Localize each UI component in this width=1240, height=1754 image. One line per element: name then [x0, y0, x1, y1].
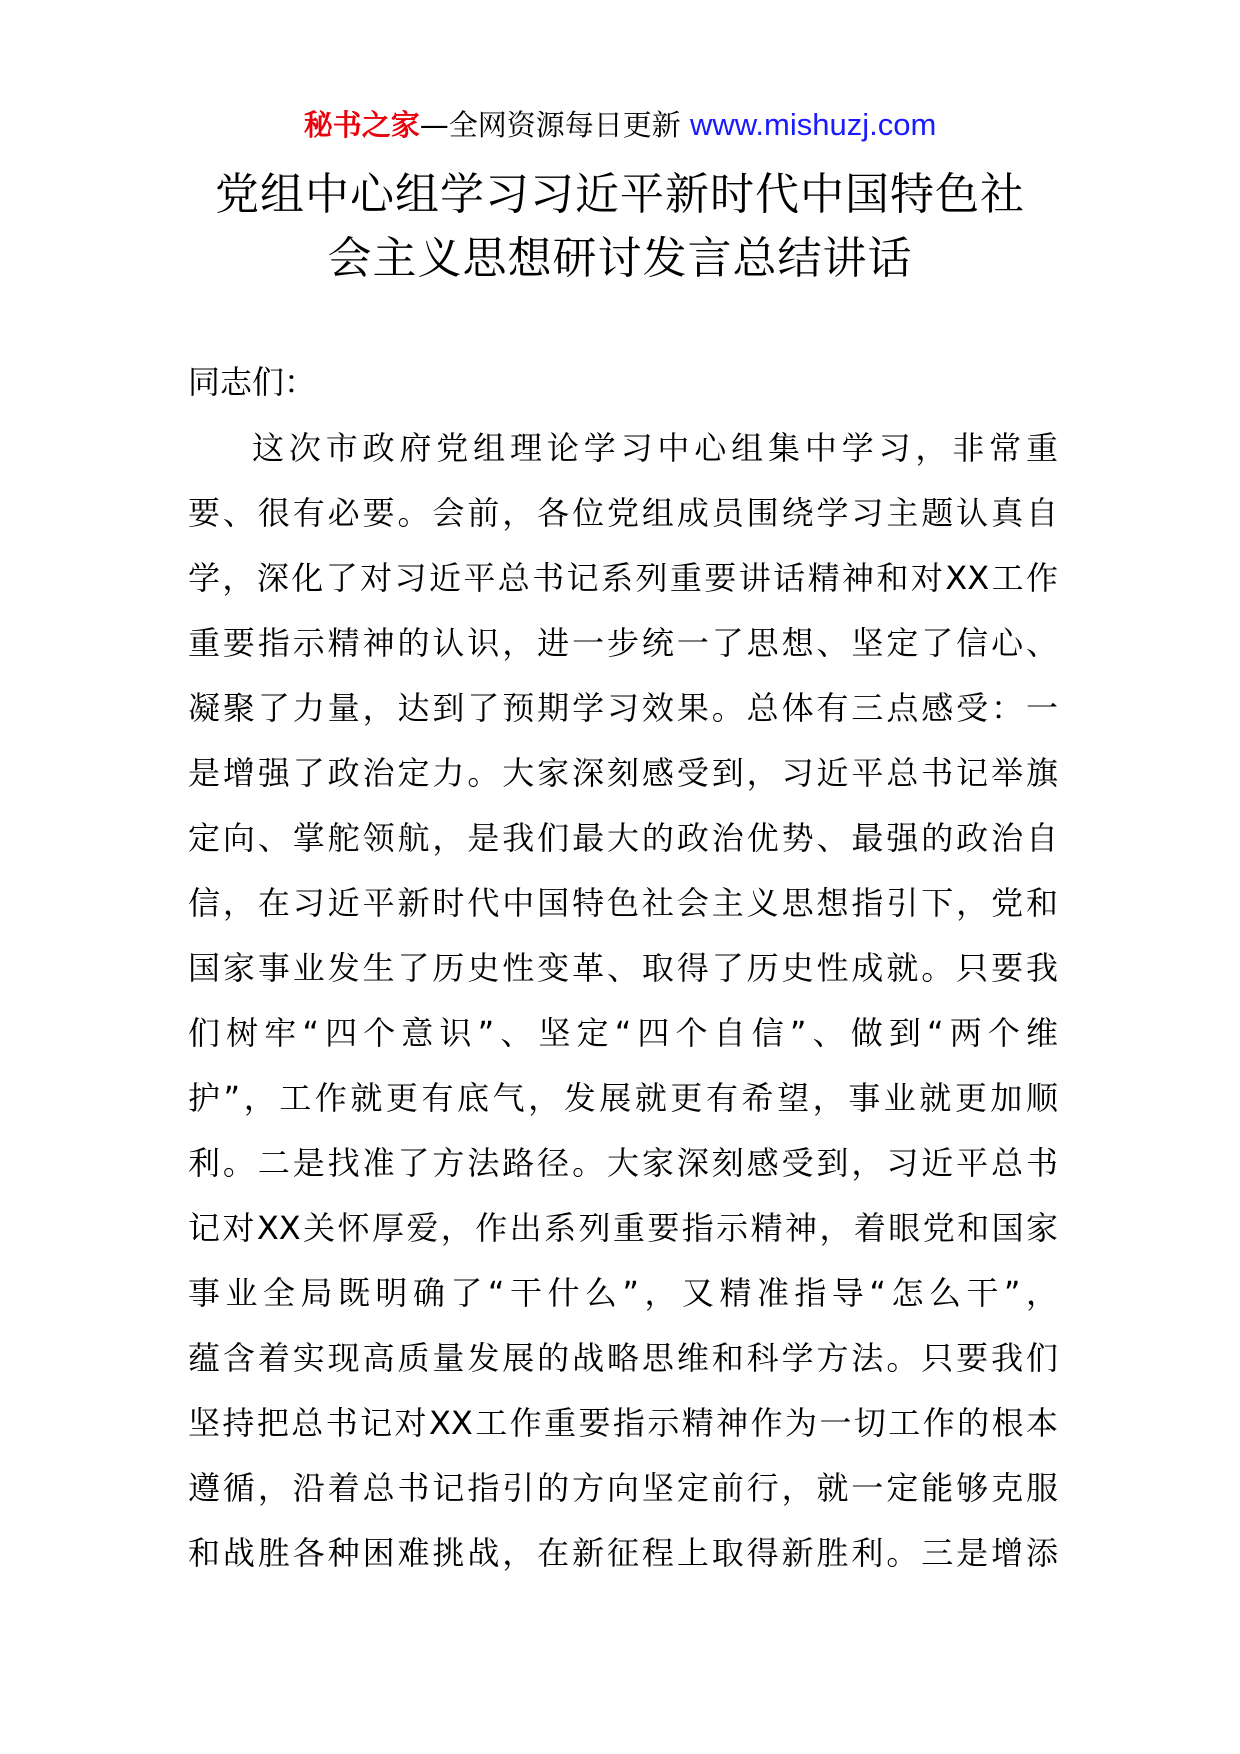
header-slogan: —全网资源每日更新: [419, 108, 681, 142]
salutation: 同志们：: [188, 363, 317, 401]
body-line: 护”，工作就更有底气，发展就更有希望，事业就更加顺: [188, 1079, 1058, 1117]
body-line: 要、很有必要。会前，各位党组成员围绕学习主题认真自: [188, 494, 1058, 532]
site-header: [0, 104, 1240, 146]
body-line: 学，深化了对习近平总书记系列重要讲话精神和对XX工作: [188, 559, 1058, 597]
body-line: 遵循，沿着总书记指引的方向坚定前行，就一定能够克服: [188, 1469, 1058, 1507]
body-line: 凝聚了力量，达到了预期学习效果。总体有三点感受：一: [188, 689, 1058, 727]
body-line: 和战胜各种困难挑战，在新征程上取得新胜利。三是增添: [188, 1534, 1058, 1572]
body-line: 信，在习近平新时代中国特色社会主义思想指引下，党和: [188, 884, 1058, 922]
brand-name: 秘书之家: [303, 108, 420, 142]
body-paragraph: [188, 428, 1058, 1598]
body-line: 国家事业发生了历史性变革、取得了历史性成就。只要我: [188, 949, 1058, 987]
body-line: 这次市政府党组理论学习中心组集中学习，非常重: [252, 429, 1058, 467]
document-title: [190, 163, 1050, 291]
body-line: 记对XX关怀厚爱，作出系列重要指示精神，着眼党和国家: [188, 1209, 1058, 1247]
body-line: 蕴含着实现高质量发展的战略思维和科学方法。只要我们: [188, 1339, 1058, 1377]
body-line: 坚持把总书记对XX工作重要指示精神作为一切工作的根本: [188, 1404, 1058, 1442]
body-line: 重要指示精神的认识，进一步统一了思想、坚定了信心、: [188, 624, 1058, 662]
site-url-link[interactable]: www.mishuzj.com: [689, 107, 937, 142]
body-line: 事业全局既明确了“干什么”，又精准指导“怎么干”，: [188, 1274, 1058, 1312]
body-line: 利。二是找准了方法路径。大家深刻感受到，习近平总书: [188, 1144, 1058, 1182]
title-line: 党组中心组学习习近平新时代中国特色社: [215, 169, 1025, 220]
body-line: 们树牢“四个意识”、坚定“四个自信”、做到“两个维: [188, 1014, 1058, 1052]
title-line: 会主义思想研讨发言总结讲话: [327, 233, 913, 284]
body-line: 是增强了政治定力。大家深刻感受到，习近平总书记举旗: [188, 754, 1058, 792]
body-line: 定向、掌舵领航，是我们最大的政治优势、最强的政治自: [188, 819, 1058, 857]
